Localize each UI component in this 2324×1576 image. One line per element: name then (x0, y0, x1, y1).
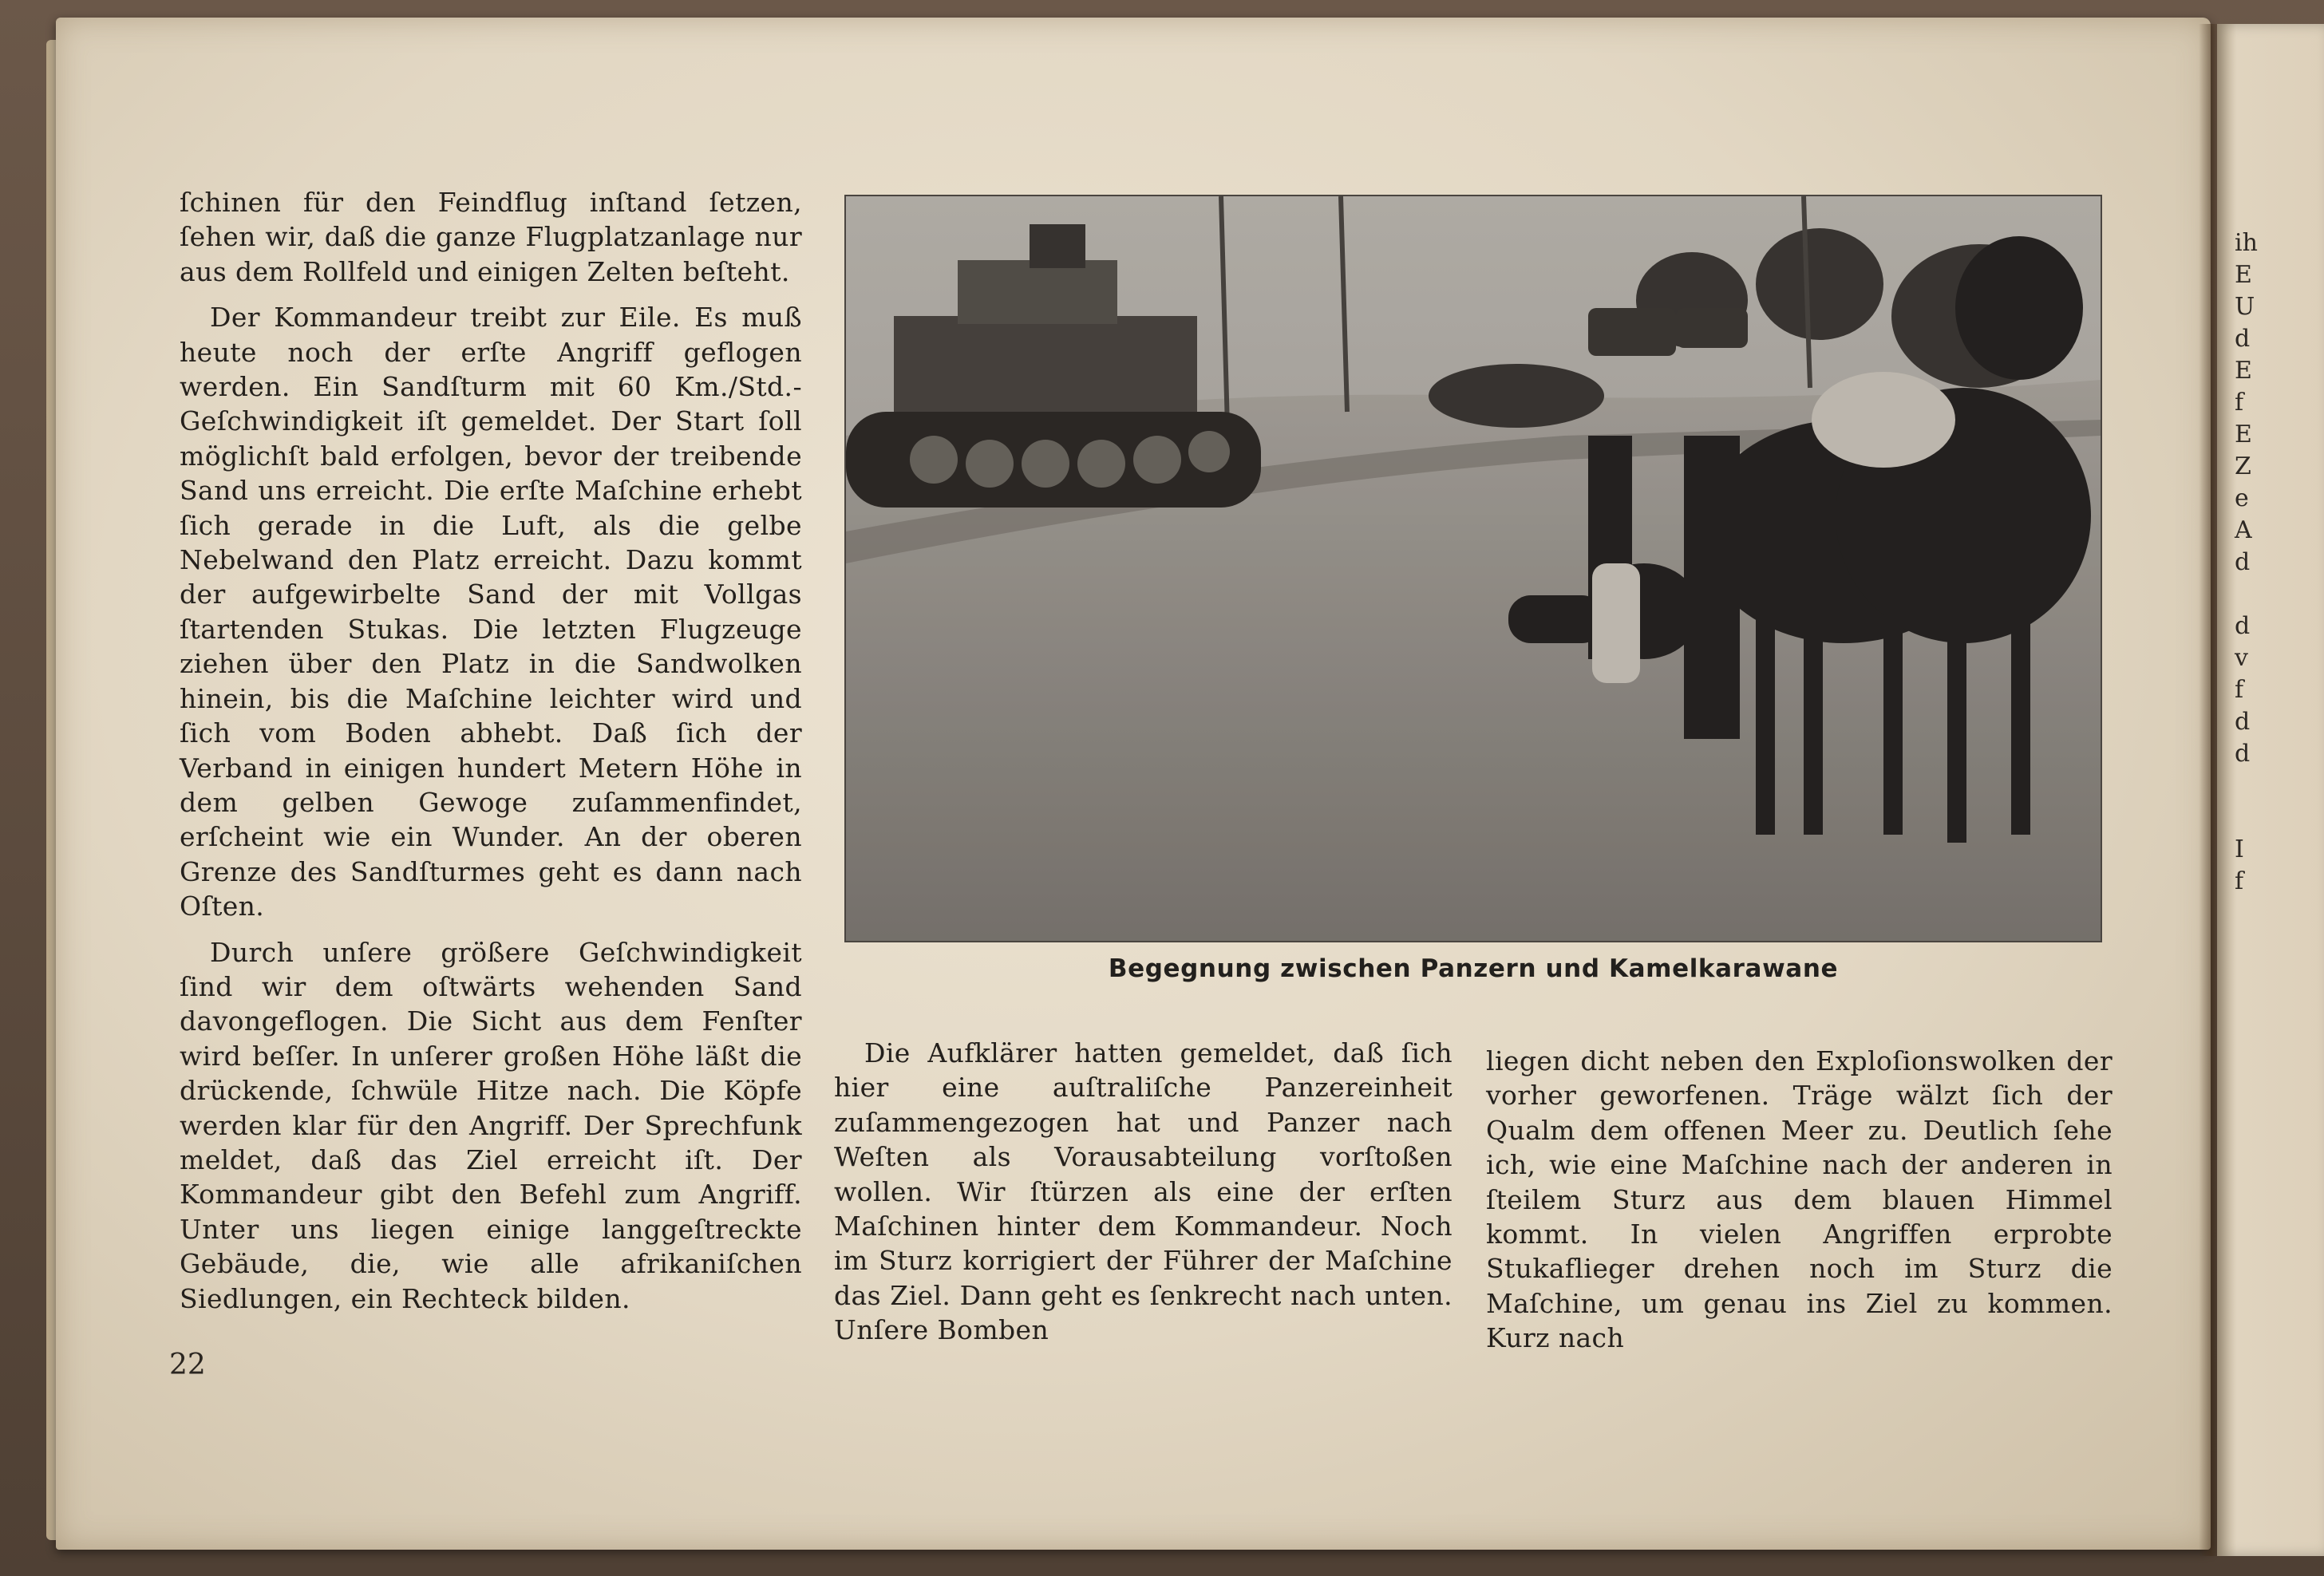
next-page-fragment: d (2235, 548, 2251, 576)
paragraph: Der Kommandeur treibt zur Eile. Es muß heute noch der erſte Angriff geflogen werden. Ein Sandſturm mit 60 Km./Std.-Geſchwindigkeit iſt gemeldet. Der Start ſoll möglichſt bald erfolgen, bevor der treibende Sand uns erreicht. Die erſte Maſchine erhebt ſich gerade in die Luft, als die gelbe Nebelwand den Platz erreicht. Dazu kommt der aufgewirbelte Sand der mit Vollgas ſtartenden Stukas. Die letzten Flugzeuge ziehen über den Platz in die Sandwolken hinein, bis die Maſchine leichter wird und ſich vom Boden abhebt. Daß ſich der Verband in einigen hundert Metern Höhe in dem gelben Gewoge zuſammenfindet, erſcheint wie ein Wunder. An der oberen Grenze des Sandſturmes geht es dann nach Oſten. (180, 302, 802, 922)
next-page-fragment (2235, 770, 2324, 802)
next-page-fragment (2235, 579, 2324, 610)
next-page-fragment: A (2235, 516, 2252, 544)
paragraph: Die Aufklärer hatten gemeldet, daß ſich hier eine auſtraliſche Panzereinheit zuſammengezogen hat und Panzer nach Weſten als Vorausabteilung vorſtoßen wollen. Wir ſtürzen als eine der erſten Maſchinen hinter dem Kommandeur. Noch im Sturz korrigiert der Führer der Maſchine das Ziel. Dann geht es ſenkrecht nach unten. Unſere Bomben (834, 1037, 1452, 1346)
next-page-fragment: I (2235, 835, 2244, 863)
next-page-fragment: d (2235, 612, 2251, 640)
photo-caption: Begegnung zwischen Panzern und Kamelkarawane (1108, 954, 1839, 983)
text-column-right (1486, 1044, 2113, 1356)
next-page-fragment: E (2235, 261, 2252, 289)
next-page-fragment: e (2235, 484, 2249, 512)
next-page-fragment: ih (2235, 229, 2258, 257)
next-page-fragment: d (2235, 325, 2251, 353)
photograph-tanks-camel-caravan (846, 196, 2101, 941)
page-number: 22 (169, 1349, 206, 1381)
paragraph: Durch unſere größere Geſchwindigkeit ſind wir dem oſtwärts wehenden Sand davongeflogen. Die Sicht aus dem Fenſter wird beſſer. In unſerer großen Höhe läßt die drückende, ſchwüle Hitze nach. Die Köpfe werden klar für den Angriff. Der Sprechfunk meldet, daß das Ziel erreicht iſt. Der Kommandeur gibt den Befehl zum Angriff. Unter uns liegen einige langgeſtreckte Gebäude, die, wie alle afrikaniſchen Siedlungen, ein Rechteck bilden. (180, 936, 802, 1314)
next-page-fragment: E (2235, 357, 2252, 385)
paragraph: liegen dicht neben den Exploſionswolken der vorher geworfenen. Träge wälzt ſich der Qualm dem offenen Meer zu. Deutlich ſehe ich, wie eine Maſchine nach der anderen in ſteilem Sturz aus dem blauen Himmel kommt. In vielen Angriffen erprobte Stukaflieger drehen noch im Sturz die Maſchine, um genau ins Ziel zu kommen. Kurz nach (1486, 1045, 2113, 1354)
next-page-fragment: f (2235, 389, 2244, 417)
next-page-fragment: f (2235, 676, 2244, 704)
next-page-fragment: f (2235, 867, 2244, 895)
paragraph: ſchinen für den Feindflug inſtand ſetzen, ſehen wir, daß die ganze Flugplatzanlage nur aus dem Rollfeld und einigen Zelten beſteht. (180, 187, 802, 287)
next-page-fragment: E (2235, 421, 2252, 448)
text-column-left (180, 185, 802, 1316)
next-page-fragment: d (2235, 740, 2251, 768)
next-page-fragment (2235, 802, 2324, 834)
next-page-fragment: d (2235, 708, 2251, 736)
next-page-fragment: v (2235, 644, 2248, 672)
next-page-fragment: Z (2235, 452, 2251, 480)
next-page (2217, 24, 2324, 1556)
text-column-middle (834, 1036, 1452, 1348)
next-page-fragment: U (2235, 293, 2255, 321)
